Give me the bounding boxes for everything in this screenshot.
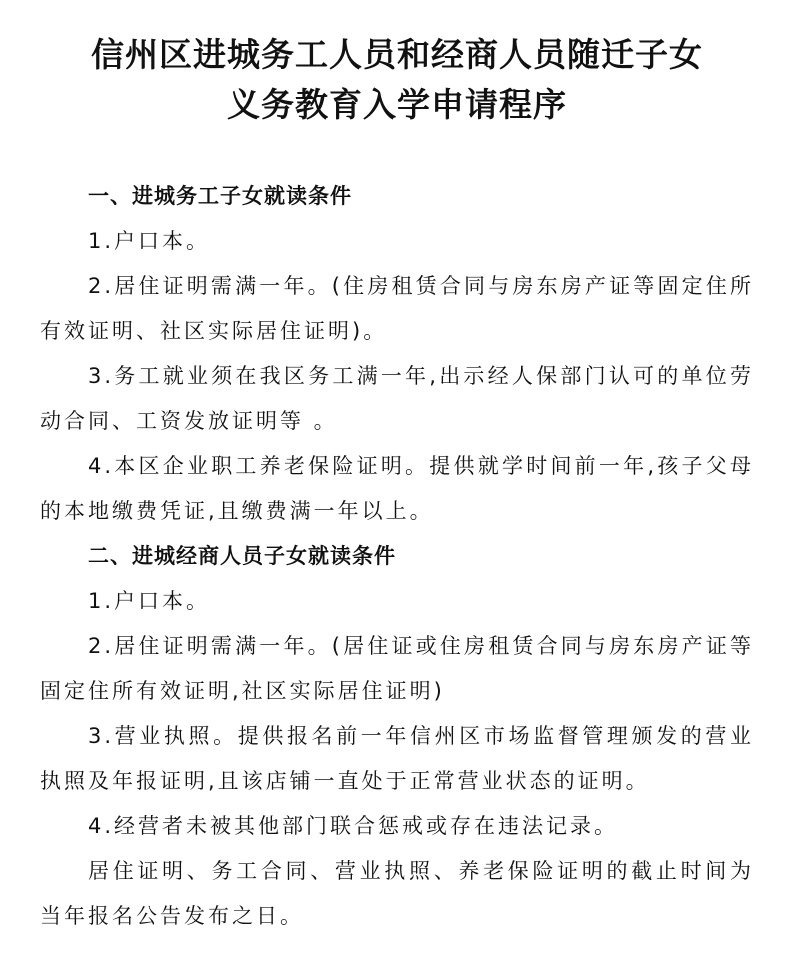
section-1-item-4: 4.本区企业职工养老保险证明。提供就学时间前一年,孩子父母的本地缴费凭证,且缴费满一年以上。	[40, 454, 754, 523]
section-1-item-3: 3.务工就业须在我区务工满一年,出示经人保部门认可的单位劳动合同、工资发放证明等 。	[40, 364, 754, 433]
section-2-heading: 二、进城经商人员子女就读条件	[88, 544, 396, 568]
document-body	[40, 174, 754, 939]
section-2-item-3: 3.营业执照。提供报名前一年信州区市场监督管理颁发的营业执照及年报证明,且该店铺一直处于正常营业状态的证明。	[40, 724, 754, 793]
title-line-1: 信州区进城务工人员和经商人员随迁子女	[91, 35, 703, 74]
section-2-item-2: 2.居住证明需满一年。(居住证或住房租赁合同与房东房产证等固定住所有效证明,社区实际居住证明)	[40, 634, 754, 703]
title-line-2: 义务教育入学申请程序	[227, 85, 567, 124]
section-1-item-2: 2.居住证明需满一年。(住房租赁合同与房东房产证等固定住所有效证明、社区实际居住证明)。	[40, 274, 754, 343]
section-2-item-4: 4.经营者未被其他部门联合惩戒或存在违法记录。	[88, 814, 619, 838]
section-1-item-1: 1.户口本。	[88, 229, 211, 253]
section-1-heading: 一、进城务工子女就读条件	[88, 184, 352, 208]
document-title	[40, 30, 754, 130]
closing-note: 居住证明、务工合同、营业执照、养老保险证明的截止时间为当年报名公告发布之日。	[40, 859, 754, 928]
section-2-item-1: 1.户口本。	[88, 589, 211, 613]
